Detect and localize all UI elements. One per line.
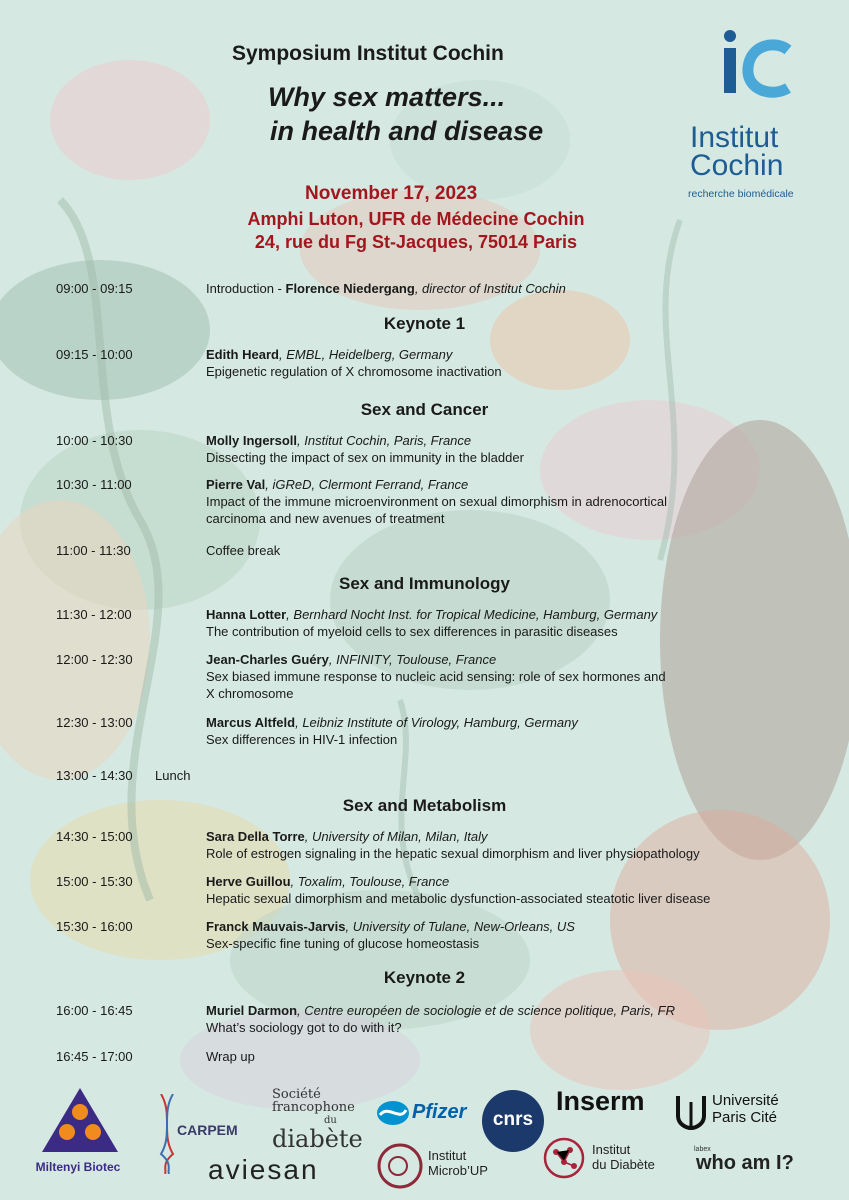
miltenyi-triangle-icon [40, 1086, 120, 1154]
session-time: 11:00 - 11:30 [56, 543, 131, 558]
microbup-line-1: Institut [428, 1148, 467, 1163]
pfizer-label: Pfizer [412, 1101, 467, 1123]
session-label: Coffee break [206, 543, 281, 558]
sfd-logo [270, 1087, 363, 1153]
pfizer-swirl-icon [376, 1098, 410, 1128]
event-date: November 17, 2023 [305, 183, 478, 204]
speaker-name: Marcus Altfeld [206, 715, 296, 730]
aviesan-label: aviesan [208, 1154, 319, 1185]
sponsor-logos [0, 1082, 849, 1200]
speaker-affiliation: , Centre européen de sociologie et de science politique, Paris, FR [297, 1003, 675, 1018]
session-label: Lunch [155, 768, 191, 783]
talk-title: Dissecting the impact of sex on immunity in the bladder [206, 450, 524, 465]
inserm-label: Inserm [556, 1086, 645, 1116]
ic-logo-tagline: recherche biomédicale [688, 188, 794, 200]
talk-title: Hepatic sexual dimorphism and metabolic dysfunction-associated steatotic liver disease [206, 891, 711, 906]
talk-title: Sex differences in HIV-1 infection [206, 732, 398, 747]
cnrs-label: cnrs [492, 1109, 534, 1130]
session-label: Wrap up [206, 1049, 255, 1064]
speaker-affiliation: , Toxalim, Toulouse, France [290, 874, 450, 889]
diabete-network-icon [542, 1136, 586, 1180]
talk-title: Sex-specific fine tuning of glucose homeostasis [206, 936, 480, 951]
speaker-name: Herve Guillou [206, 874, 291, 889]
ic-logo-name-line-2: Cochin [690, 149, 784, 182]
upc-label [712, 1092, 779, 1126]
session-time: 09:15 - 10:00 [56, 347, 133, 362]
session-time: 16:45 - 17:00 [56, 1049, 133, 1064]
speaker-name: Franck Mauvais-Jarvis [206, 919, 346, 934]
carpem-label: CARPEM [177, 1122, 238, 1138]
session-time: 11:30 - 12:00 [56, 607, 132, 622]
ic-logo-name-line-1: Institut [690, 121, 779, 154]
talk-title: The contribution of myeloid cells to sex differences in parasitic diseases [206, 624, 618, 639]
talk-title-line-1: Sex biased immune response to nucleic acid sensing: role of sex hormones and [206, 669, 666, 684]
venue-line-1: Amphi Luton, UFR de Médecine Cochin [247, 209, 585, 229]
talk-title-line-2: X chromosome [206, 686, 294, 701]
venue-line-2: 24, rue du Fg St-Jacques, 75014 Paris [254, 232, 578, 252]
section-heading-metabolism: Sex and Metabolism [342, 796, 507, 815]
speaker-name: Muriel Darmon [206, 1003, 298, 1018]
upc-emblem-icon [676, 1094, 706, 1130]
diabete-line-2: du Diabète [592, 1157, 655, 1172]
page-title [268, 80, 543, 148]
session-time: 15:30 - 16:00 [56, 919, 133, 934]
symposium-heading: Symposium Institut Cochin [232, 42, 504, 65]
speaker-affiliation: , iGReD, Clermont Ferrand, France [265, 477, 469, 492]
section-heading-immunology: Sex and Immunology [339, 574, 510, 593]
whoami-label: who am I? [696, 1152, 794, 1174]
sfd-line-3: du [324, 1115, 337, 1126]
diabete-line-1: Institut [592, 1142, 631, 1157]
speaker-name: Sara Della Torre [206, 829, 305, 844]
speaker-name: Pierre Val [206, 477, 266, 492]
session-label: Introduction - [206, 281, 286, 296]
miltenyi-label: Miltenyi Biotec [35, 1160, 121, 1174]
talk-title: Epigenetic regulation of X chromosome inactivation [206, 364, 502, 379]
microbup-emblem-icon [376, 1142, 424, 1190]
session-time: 16:00 - 16:45 [56, 1003, 133, 1018]
session-time: 13:00 - 14:30 [56, 768, 133, 783]
session-time: 10:00 - 10:30 [56, 433, 133, 448]
venue [226, 208, 606, 254]
session-time: 14:30 - 15:00 [56, 829, 133, 844]
speaker-name: Jean-Charles Guéry [206, 652, 329, 667]
talk-title: Role of estrogen signaling in the hepatic sexual dimorphism and liver physiopathology [206, 846, 700, 861]
diabete-label [592, 1142, 655, 1172]
microbup-line-2: Microb’UP [428, 1163, 488, 1178]
title-line-1: Why sex matters... [268, 82, 506, 112]
section-heading-cancer: Sex and Cancer [360, 400, 489, 419]
talk-title-line-2: carcinoma and new avenues of treatment [206, 511, 445, 526]
sfd-line-2: francophone [272, 1100, 355, 1115]
title-line-2: in health and disease [270, 116, 544, 146]
session-time: 10:30 - 11:00 [56, 477, 132, 492]
speaker-affiliation: , Leibniz Institute of Virology, Hamburg, Germany [295, 715, 578, 730]
microbup-label [428, 1148, 488, 1178]
speaker-affiliation: , University of Milan, Milan, Italy [304, 829, 488, 844]
upc-line-1: Université [712, 1092, 779, 1109]
miltenyi-biotec-logo [22, 1086, 134, 1196]
session-time: 12:30 - 13:00 [56, 715, 133, 730]
speaker-name: Edith Heard [206, 347, 279, 362]
inserm-logo [556, 1086, 666, 1122]
sfd-line-4: diabète [272, 1125, 363, 1153]
section-heading-keynote-2: Keynote 2 [383, 968, 466, 987]
upc-line-2: Paris Cité [712, 1109, 778, 1126]
sfd-text [272, 1088, 363, 1151]
talk-title: What’s sociology got to do with it? [206, 1020, 402, 1035]
labex-who-am-i-logo [694, 1144, 816, 1178]
session-time: 12:00 - 12:30 [56, 652, 133, 667]
section-heading-keynote-1: Keynote 1 [383, 314, 466, 333]
whoami-small-label: labex [694, 1146, 711, 1153]
speaker-affiliation: , director of Institut Cochin [414, 281, 566, 296]
institut-cochin-logo [688, 28, 818, 203]
institut-microbup-logo [376, 1138, 516, 1194]
institut-du-diabete-logo [542, 1132, 672, 1192]
pfizer-logo [376, 1096, 472, 1130]
speaker-name: Florence Niedergang [285, 281, 415, 296]
dna-helix-icon [157, 1094, 177, 1174]
speaker-affiliation: , EMBL, Heidelberg, Germany [278, 347, 453, 362]
aviesan-logo [208, 1154, 368, 1190]
speaker-affiliation: , Bernhard Nocht Inst. for Tropical Medicine, Hamburg, Germany [286, 607, 658, 622]
speaker-affiliation: , Institut Cochin, Paris, France [297, 433, 472, 448]
session-time: 09:00 - 09:15 [56, 281, 133, 296]
sfd-line-1: Société [272, 1087, 321, 1102]
speaker-affiliation: , University of Tulane, New-Orleans, US [345, 919, 575, 934]
ic-logo-mark-icon [716, 28, 796, 98]
ic-logo-name [690, 121, 784, 182]
speaker-name: Hanna Lotter [206, 607, 287, 622]
session-time: 15:00 - 15:30 [56, 874, 133, 889]
universite-paris-cite-logo [676, 1092, 836, 1138]
speaker-affiliation: , INFINITY, Toulouse, France [328, 652, 497, 667]
talk-title-line-1: Impact of the immune microenvironment on sexual dimorphism in adrenocortical [206, 494, 667, 509]
speaker-name: Molly Ingersoll [206, 433, 298, 448]
